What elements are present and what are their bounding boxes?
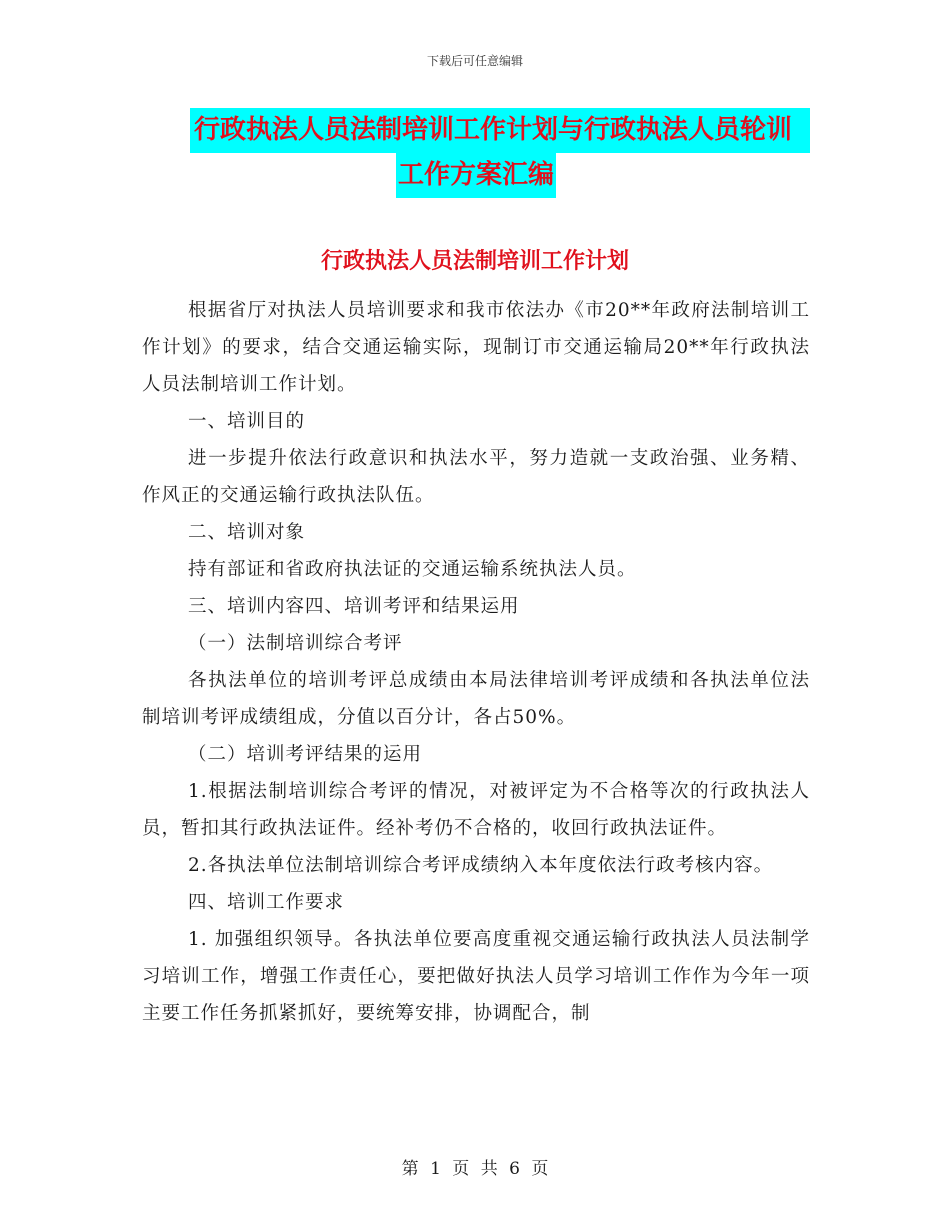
- subheading-results: （二）培训考评结果的运用: [188, 744, 423, 765]
- heading-requirements: 四、培训工作要求: [188, 892, 345, 913]
- header-note: 下载后可任意编辑: [426, 54, 523, 68]
- title-line-2: 工作方案汇编: [396, 153, 556, 198]
- subheading-assessment: （一）法制培训综合考评: [188, 633, 403, 654]
- title-line-1: 行政执法人员法制培训工作计划与行政执法人员轮训: [190, 108, 810, 153]
- paragraph-assessment: 各执法单位的培训考评总成绩由本局法律培训考评成绩和各执法单位法制培训考评成绩组成，分值以百分计，各占50%。: [142, 670, 810, 728]
- heading-content: 三、培训内容四、培训考评和结果运用: [188, 596, 520, 617]
- paragraph-result-1: 1.根据法制培训综合考评的情况，对被评定为不合格等次的行政执法人员，暂扣其行政执法证件。经补考仍不合格的，收回行政执法证件。: [142, 781, 810, 839]
- paragraph-result-2: 2.各执法单位法制培训综合考评成绩纳入本年度依法行政考核内容。: [188, 855, 774, 876]
- heading-purpose: 一、培训目的: [188, 411, 306, 432]
- page-footer: 第 1 页 共 6 页: [401, 1159, 549, 1179]
- paragraph-requirement-1: 1. 加强组织领导。各执法单位要高度重视交通运输行政执法人员法制学习培训工作，增强工作责任心，要把做好执法人员学习培训工作作为今年一项主要工作任务抓紧抓好，要统筹安排，协调配合，制: [142, 929, 810, 1024]
- document-title: [190, 108, 810, 198]
- paragraph-target: 持有部证和省政府执法证的交通运输系统执法人员。: [188, 559, 637, 580]
- section-title: 行政执法人员法制培训工作计划: [320, 249, 629, 274]
- heading-target: 二、培训对象: [188, 522, 306, 543]
- document-body: [142, 292, 810, 1032]
- paragraph-intro: 根据省厅对执法人员培训要求和我市依法办《市20**年政府法制培训工作计划》的要求，结合交通运输实际，现制订市交通运输局20**年行政执法人员法制培训工作计划。: [142, 300, 810, 395]
- paragraph-purpose: 进一步提升依法行政意识和执法水平，努力造就一支政治强、业务精、作风正的交通运输行政执法队伍。: [142, 448, 810, 506]
